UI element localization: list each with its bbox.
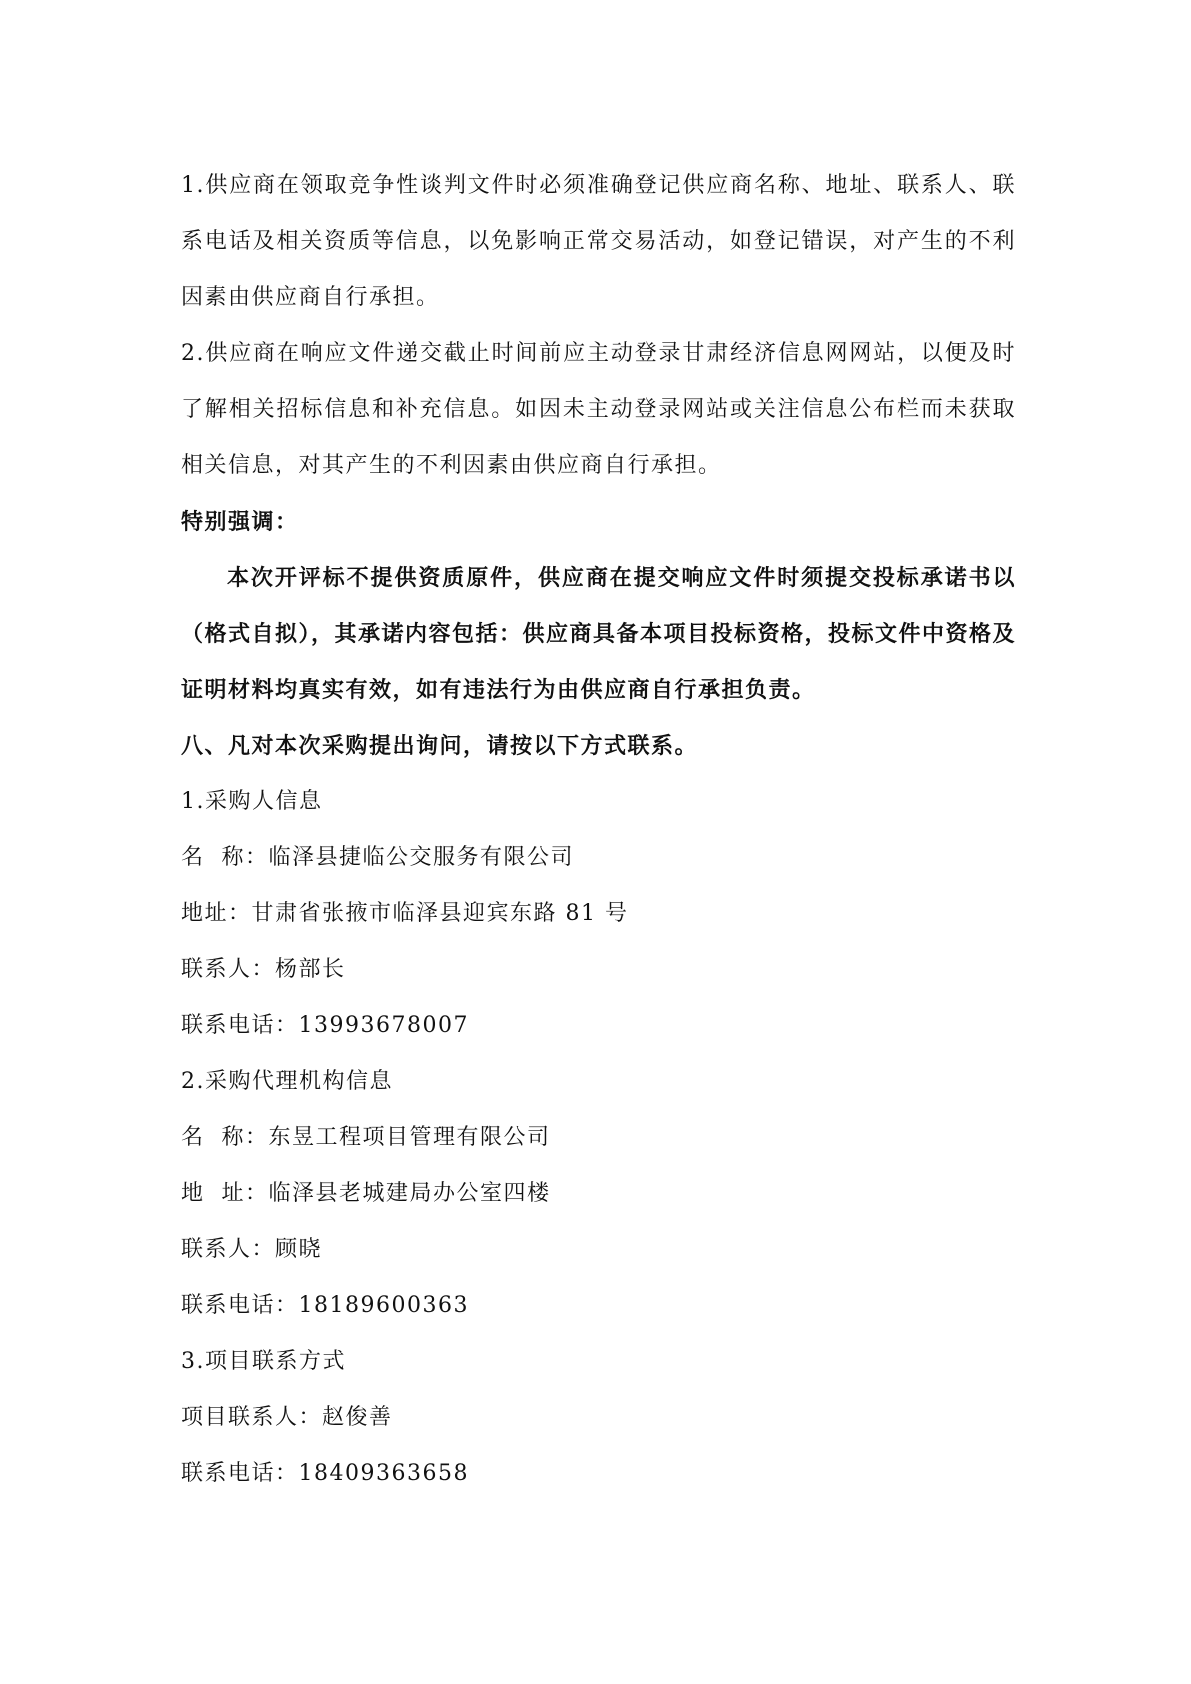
project-contact-title: 3.项目联系方式 bbox=[181, 1349, 346, 1374]
project-contact-phone: 联系电话：18409363658 bbox=[181, 1461, 469, 1486]
purchaser-contact: 联系人：杨部长 bbox=[181, 957, 346, 982]
section-8-heading: 八、凡对本次采购提出询问，请按以下方式联系。 bbox=[181, 733, 699, 759]
document-page bbox=[181, 158, 1016, 1502]
agency-contact: 联系人：顾晓 bbox=[181, 1237, 323, 1262]
note-item-2: 2.供应商在响应文件递交截止时间前应主动登录甘肃经济信息网网站，以便及时了解相关招标信息和补充信息。如因未主动登录网站或关注信息公布栏而未获取相关信息，对其产生的不利因素由供应商自行承担。 bbox=[181, 341, 1016, 478]
project-contact-person: 项目联系人：赵俊善 bbox=[181, 1405, 393, 1430]
note-item-1: 1.供应商在领取竞争性谈判文件时必须准确登记供应商名称、地址、联系人、联系电话及相关资质等信息，以免影响正常交易活动，如登记错误，对产生的不利因素由供应商自行承担。 bbox=[181, 173, 1016, 310]
purchaser-address: 地址：甘肃省张掖市临泽县迎宾东路 81 号 bbox=[181, 901, 629, 926]
emphasis-body: 本次开评标不提供资质原件，供应商在提交响应文件时须提交投标承诺书以（格式自拟），其承诺内容包括：供应商具备本项目投标资格，投标文件中资格及证明材料均真实有效，如有违法行为由供应商自行承担负责。 bbox=[181, 565, 1017, 703]
purchaser-name: 名 称：临泽县捷临公交服务有限公司 bbox=[181, 845, 574, 870]
agency-phone: 联系电话：18189600363 bbox=[181, 1293, 469, 1318]
emphasis-heading: 特别强调： bbox=[181, 509, 299, 535]
agency-address: 地 址：临泽县老城建局办公室四楼 bbox=[181, 1181, 551, 1206]
agency-title: 2.采购代理机构信息 bbox=[181, 1069, 393, 1094]
purchaser-phone: 联系电话：13993678007 bbox=[181, 1013, 469, 1038]
purchaser-title: 1.采购人信息 bbox=[181, 789, 323, 814]
agency-name: 名 称：东昱工程项目管理有限公司 bbox=[181, 1125, 551, 1150]
